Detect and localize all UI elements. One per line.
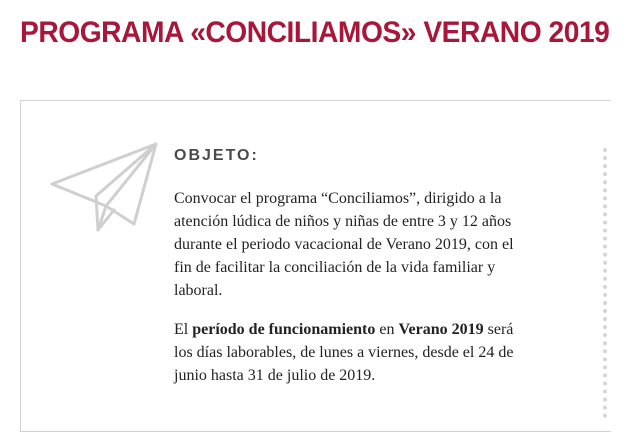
objective-paragraph [174, 187, 574, 302]
text-line: junio hasta 31 de julio de 2019. [174, 367, 376, 384]
text-fragment: El [174, 321, 193, 338]
section-heading: OBJETO: [174, 147, 259, 164]
text-line: laboral. [174, 282, 223, 299]
text-fragment: será [483, 321, 514, 338]
page-title: PROGRAMA «CONCILIAMOS» VERANO 2019 [20, 16, 610, 49]
text-line: atención lúdica de niños y niñas de entre 3 y 12 años [174, 213, 512, 230]
text-line: los días laborables, de lunes a viernes, desde el 24 de [174, 344, 514, 361]
bold-season-label: Verano 2019 [398, 321, 484, 338]
text-fragment: en [375, 321, 399, 338]
text-line: fin de facilitar la conciliación de la vida familiar y [174, 259, 496, 276]
schedule-paragraph [174, 318, 574, 387]
paper-plane-icon [48, 138, 160, 239]
text-line: Convocar el programa “Conciliamos”, dirigido a la [174, 190, 502, 207]
dotted-divider [603, 148, 607, 418]
bold-period-label: período de funcionamiento [192, 321, 376, 338]
text-line: durante el periodo vacacional de Verano 2019, con el [174, 236, 514, 253]
